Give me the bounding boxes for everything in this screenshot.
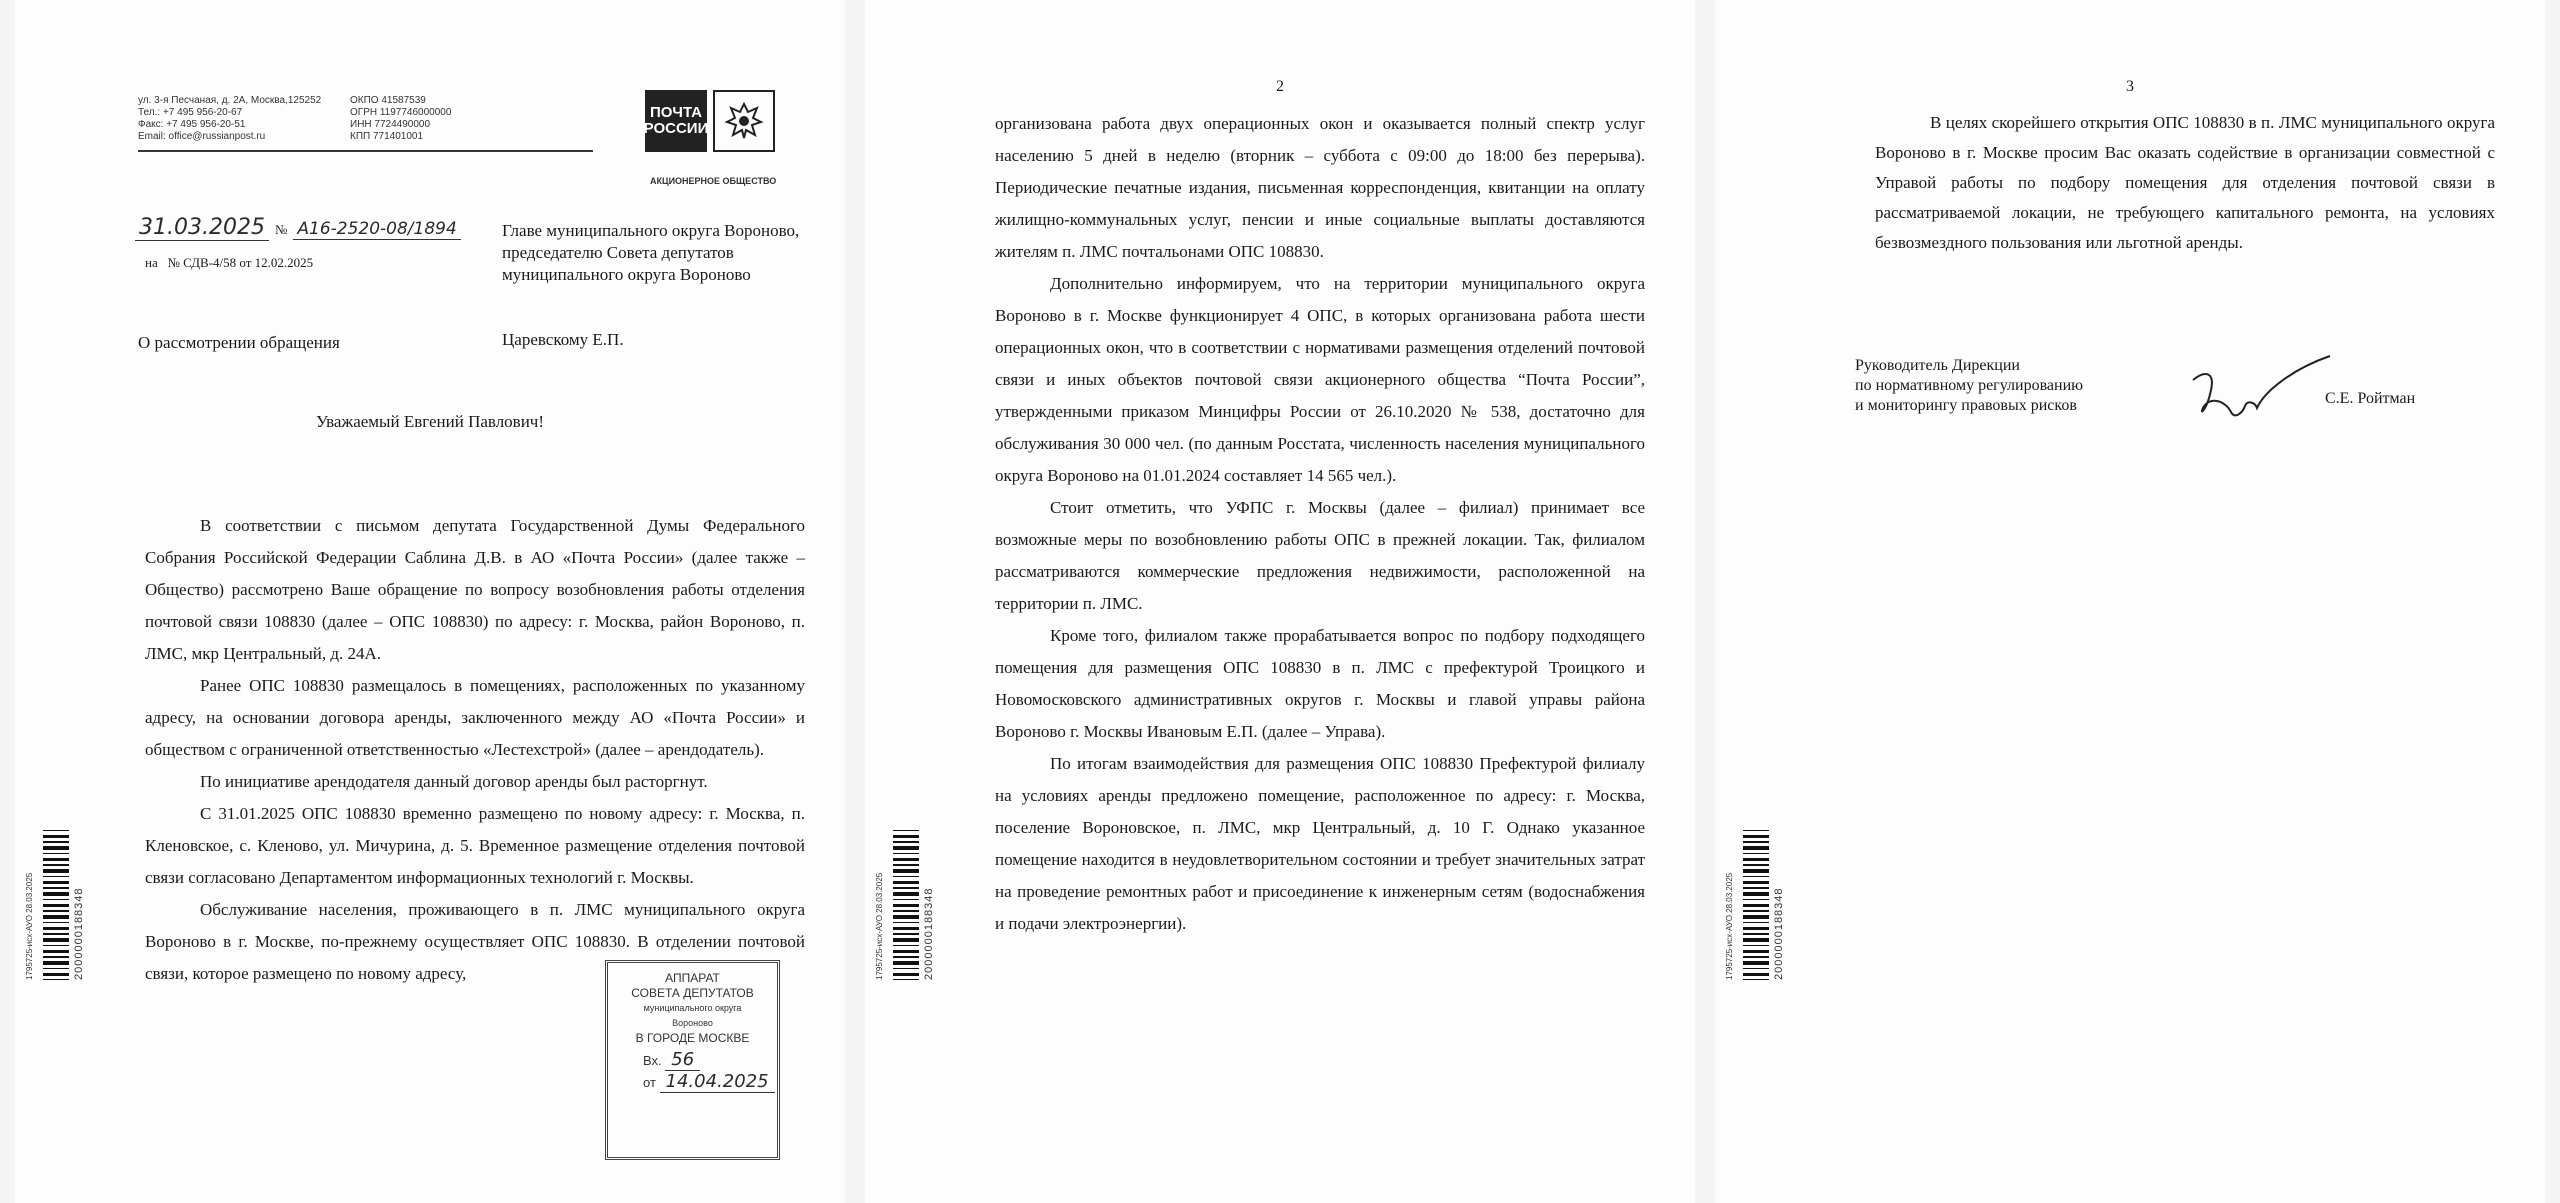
barcode-number: 2000000188348: [1773, 887, 1785, 980]
russian-post-logo: [645, 90, 707, 152]
greeting: Уважаемый Евгений Павлович!: [315, 412, 545, 431]
paragraph: С 31.01.2025 ОПС 108830 временно размещено по новому адресу: г. Москва, п. Кленовское, с. Кленово, ул. Мичурина, д. 5. Временное размещение отделения почтовой связи согласовано Департаментом информационных технологий г. Москвы.: [145, 804, 805, 887]
number-label: №: [274, 222, 288, 237]
addressee-block: Главе муниципального округа Вороново, председателю Совета депутатов муниципального округа Вороново: [502, 221, 800, 284]
handwritten-incoming-number: 56: [665, 1049, 700, 1071]
stamp-line: СОВЕТА ДЕПУТАТОВ: [631, 986, 754, 1000]
logo-text-2: РОССИИ: [643, 120, 709, 137]
paragraph: В соответствии с письмом депутата Государственной Думы Федерального Собрания Российской Федерации Саблина Д.В. в АО «Почта России» (далее также – Общество) рассмотрено Ваше обращение по вопросу возобновления работы отделения почтовой связи 108830 (далее – ОПС 108830) по адресу: г. Москва, район Вороново, п. ЛМС, мкр Центральный, д. 24А.: [145, 516, 805, 663]
handwritten-number: А16-2520-08/1894: [293, 219, 460, 240]
barcode-number: 2000000188348: [923, 887, 935, 980]
stamp-line: Вороново: [672, 1018, 713, 1028]
page-number: 2: [1276, 78, 1284, 95]
letter-page-1: [15, 0, 845, 1203]
barcode-side-text: 1795725-исх-АУО 28.03.2025: [25, 872, 34, 980]
logo-subtitle: АКЦИОНЕРНОЕ ОБЩЕСТВО: [650, 176, 777, 186]
letter-page-3: [1715, 0, 2545, 1203]
paragraph: По итогам взаимодействия для размещения ОПС 108830 Префектурой филиалу на условиях аренды предложено помещение, расположенное по адресу: г. Москва, поселение Вороновское, п. ЛМС, мкр Центральный, д. 10 Г. Однако указанное помещение находится в неудовлетворительном состоянии и требует значительных затрат на проведение ремонтных работ и присоединение к инженерным сетям (водоснабжения и подачи электроэнергии).: [995, 754, 1645, 933]
barcode-icon: [1743, 830, 1769, 980]
signer-name: С.Е. Ройтман: [2325, 390, 2416, 407]
address-line: ул. 3-я Песчаная, д. 2А, Москва,125252: [138, 95, 322, 106]
letter-body-page-1: [145, 510, 805, 990]
reference-line: [145, 255, 313, 271]
eagle-emblem-icon: [713, 90, 775, 152]
paragraph: Дополнительно информируем, что на территории муниципального округа Вороново в г. Москве функционирует 4 ОПС, в которых организована работа шести операционных окон, что в соответствии с нормативами размещения отделений почтовой связи и иных объектов почтовой связи акционерного общества “Почта России”, утвержденными приказом Минцифры России от 26.10.2020 № 538, достаточно для обслуживания 30 000 чел. (по данным Росстата, численность населения муниципального округа Вороново на 01.01.2024 составляет 14 565 чел.).: [995, 274, 1645, 485]
signature-icon: [2185, 350, 2335, 430]
barcode-side-text: 1795725-исх-АУО 28.03.2025: [1725, 872, 1734, 980]
signer-title-line: и мониторингу правовых рисков: [1855, 397, 2077, 414]
handwritten-incoming-date: 14.04.2025: [660, 1071, 775, 1093]
stamp-incoming-number: Вх. 56: [608, 1052, 777, 1068]
stamp-line: В ГОРОДЕ МОСКВЕ: [635, 1031, 750, 1045]
page-number: 3: [2126, 78, 2134, 95]
paragraph: По инициативе арендодателя данный договор аренды был расторгнут.: [200, 772, 708, 791]
signer-title-line: по нормативному регулированию: [1855, 377, 2084, 394]
letter-body-page-2: [995, 108, 1645, 940]
handwritten-date: 31.03.2025: [135, 215, 269, 241]
paragraph: организована работа двух операционных окон и оказывается полный спектр услуг населению 5 дней в неделю (вторник – суббота с 09:00 до 18:00 без перерыва). Периодические печатные издания, письменная корреспонденция, квитанции на оплату жилищно-коммунальных услуг, пенсии и иные социальные выплаты доставляются жителям п. ЛМС почтальонами ОПС 108830.: [995, 114, 1645, 261]
signer-title: [1855, 356, 2083, 416]
header-divider: [138, 150, 593, 152]
barcode-side-text: 1795725-исх-АУО 28.03.2025: [875, 872, 884, 980]
barcode-number: 2000000188348: [73, 887, 85, 980]
registration-stamp: [605, 960, 780, 1160]
outgoing-date-number: [135, 215, 461, 241]
letter-body-page-3: [1875, 108, 2495, 258]
letter-page-2: [865, 0, 1695, 1203]
inn-line: ИНН 7724490000: [350, 119, 431, 130]
fax-line: Факс: +7 495 956-20-51: [138, 119, 246, 130]
kpp-line: КПП 771401001: [350, 131, 424, 142]
ref-prefix: на: [145, 255, 158, 270]
paragraph: Ранее ОПС 108830 размещалось в помещениях, расположенных по указанному адресу, на основании договора аренды, заключенного между АО «Почта России» и обществом с ограниченной ответственностью «Лестехстрой» (далее – арендодатель).: [145, 676, 805, 759]
signer-title-line: Руководитель Дирекции: [1855, 357, 2020, 374]
stamp-incoming-date: от 14.04.2025: [608, 1074, 777, 1090]
paragraph: Стоит отметить, что УФПС г. Москвы (далее – филиал) принимает все возможные меры по возобновлению работы ОПС в прежней локации. Так, филиалом рассматриваются коммерческие предложения недвижимости, расположенной на территории п. ЛМС.: [995, 498, 1645, 613]
stamp-line: муниципального округа: [643, 1003, 742, 1013]
logo-text-1: ПОЧТА: [649, 104, 703, 121]
barcode-icon: [43, 830, 69, 980]
stamp-line: АППАРАТ: [665, 971, 720, 985]
ogrn-line: ОГРН 1197746000000: [350, 107, 452, 118]
paragraph: Кроме того, филиалом также прорабатывается вопрос по подбору подходящего помещения для размещения ОПС 108830 в п. ЛМС с префектурой Троицкого и Новомосковского административных округов г. Москвы и главой управы района Вороново г. Москвы Ивановым Е.П. (далее – Управа).: [995, 626, 1645, 741]
phone-line: Тел.: +7 495 956-20-67: [138, 107, 243, 118]
barcode-icon: [893, 830, 919, 980]
ref-text: № СДВ-4/58 от 12.02.2025: [167, 255, 314, 270]
letter-subject: О рассмотрении обращения: [138, 333, 340, 352]
email-line: Email: office@russianpost.ru: [138, 131, 266, 142]
okpo-line: ОКПО 41587539: [350, 95, 426, 106]
sender-codes: [350, 95, 451, 143]
paragraph: Обслуживание населения, проживающего в п. ЛМС муниципального округа Вороново в г. Москве, по-прежнему осуществляет ОПС 108830. В отделении почтовой связи, которое размещено по новому адресу,: [145, 900, 805, 983]
paragraph: В целях скорейшего открытия ОПС 108830 в п. ЛМС муниципального округа Вороново в г. Москве просим Вас оказать содействие в организации совместной с Управой работы по подбору помещения для отделения почтовой связи в рассматриваемой локации, не требующего капитального ремонта, на условиях безвозмездного пользования или льготной аренды.: [1875, 113, 2495, 252]
addressee-name: Царевскому Е.П.: [502, 330, 624, 349]
sender-address: [138, 95, 321, 143]
